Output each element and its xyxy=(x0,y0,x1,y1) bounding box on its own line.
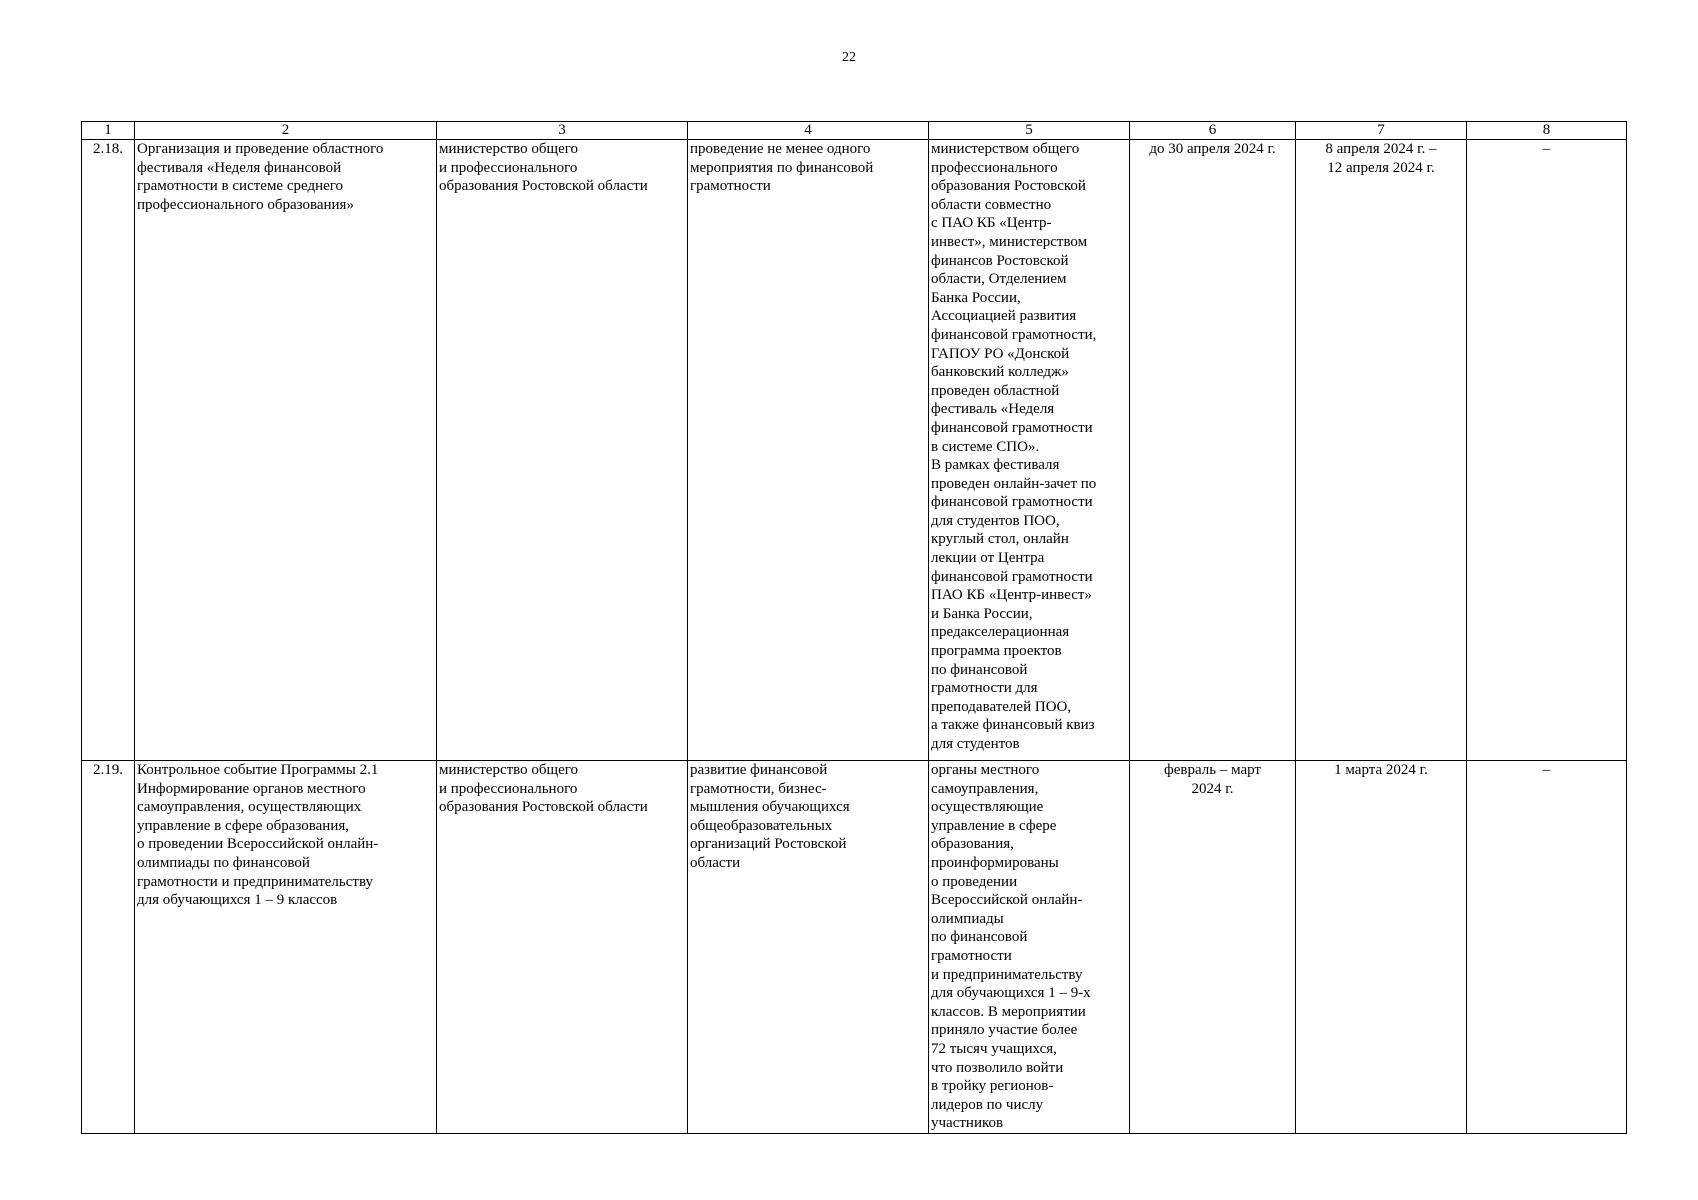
planned-date: до 30 апреля 2024 г. xyxy=(1130,140,1296,761)
event-name: Контрольное событие Программы 2.1 Информирование органов местного самоуправления, осуществляющих управление в сфере образования, о проведении Всероссийской онлайн- олимпиады по финансовой грамотности и предпринимательству для обучающихся 1 – 9 классов xyxy=(135,761,437,1134)
planned-date: февраль – март 2024 г. xyxy=(1130,761,1296,1134)
executor: министерство общего и профессионального образования Ростовской области xyxy=(437,140,688,761)
expected-result: развитие финансовой грамотности, бизнес- мышления обучающихся общеобразовательных организаций Ростовской области xyxy=(688,761,929,1134)
column-number-3: 3 xyxy=(437,122,688,140)
page-number: 22 xyxy=(842,50,856,65)
actual-date: 8 апреля 2024 г. – 12 апреля 2024 г. xyxy=(1296,140,1467,761)
expected-result: проведение не менее одного мероприятия по финансовой грамотности xyxy=(688,140,929,761)
table-row xyxy=(82,761,1627,1134)
table-row xyxy=(82,140,1627,761)
column-number-2: 2 xyxy=(135,122,437,140)
actual-date: 1 марта 2024 г. xyxy=(1296,761,1467,1134)
actual-result: министерством общего профессионального образования Ростовской области совместно с ПАО КБ «Центр- инвест», министерством финансов Ростовской области, Отделением Банка России, Ассоциацией развития финансовой грамотности, ГАПОУ РО «Донской банковский колледж» проведен областной фестиваль «Неделя финансовой грамотности в системе СПО». В рамках фестиваля проведен онлайн-зачет по финансовой грамотности для студентов ПОО, круглый стол, онлайн лекции от Центра финансовой грамотности ПАО КБ «Центр-инвест» и Банка России, предакселерационная программа проектов по финансовой грамотности для преподавателей ПОО, а также финансовый квиз для студентов xyxy=(929,140,1130,761)
column-number-1: 1 xyxy=(82,122,135,140)
row-number: 2.19. xyxy=(82,761,135,1134)
actual-result: органы местного самоуправления, осуществляющие управление в сфере образования, проинформированы о проведении Всероссийской онлайн- олимпиады по финансовой грамотности и предпринимательству для обучающихся 1 – 9-х классов. В мероприятии приняло участие более 72 тысяч учащихся, что позволило войти в тройку регионов- лидеров по числу участников xyxy=(929,761,1130,1134)
column-number-6: 6 xyxy=(1130,122,1296,140)
executor: министерство общего и профессионального образования Ростовской области xyxy=(437,761,688,1134)
column-number-7: 7 xyxy=(1296,122,1467,140)
row-number: 2.18. xyxy=(82,140,135,761)
column-number-5: 5 xyxy=(929,122,1130,140)
column-number-8: 8 xyxy=(1467,122,1627,140)
report-table xyxy=(81,121,1627,1134)
header-row xyxy=(82,122,1627,140)
note: – xyxy=(1467,761,1627,1134)
column-number-4: 4 xyxy=(688,122,929,140)
note: – xyxy=(1467,140,1627,761)
event-name: Организация и проведение областного фестиваля «Неделя финансовой грамотности в системе среднего профессионального образования» xyxy=(135,140,437,761)
